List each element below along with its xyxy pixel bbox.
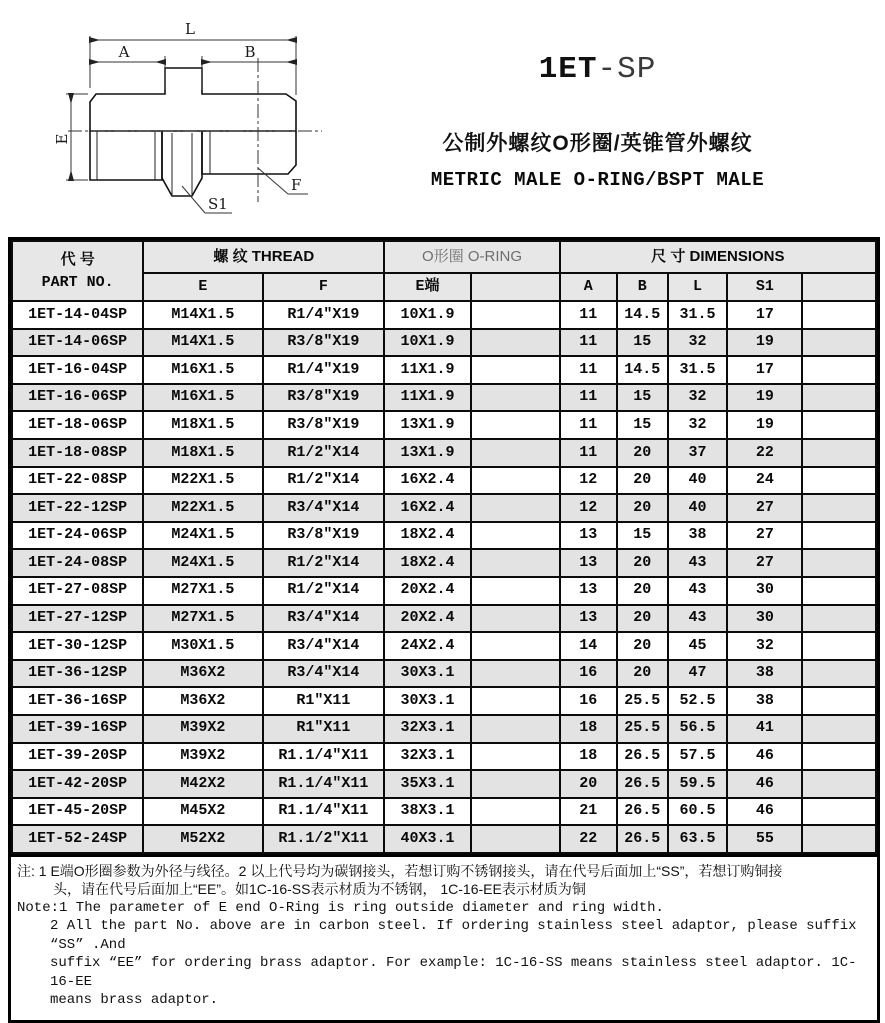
cell-dim-s1: 17 — [727, 301, 802, 329]
header-col-b: B — [617, 273, 668, 301]
dim-label-A: A — [118, 43, 130, 61]
title-block — [340, 52, 885, 191]
dim-label-E: E — [53, 133, 71, 145]
header-col-l: L — [668, 273, 728, 301]
table-row — [12, 743, 876, 771]
cell-thread-e: M24X1.5 — [143, 522, 262, 550]
cell-oring-empty — [471, 467, 560, 495]
cell-dim-l: 45 — [668, 632, 728, 660]
cell-thread-f: R3/8″X19 — [263, 329, 385, 357]
cell-part-no: 1ET-52-24SP — [12, 825, 143, 853]
cell-empty — [802, 715, 876, 743]
cell-dim-l: 47 — [668, 660, 728, 688]
cell-dim-b: 26.5 — [617, 798, 668, 826]
cell-part-no: 1ET-22-08SP — [12, 467, 143, 495]
cell-oring-e-end: 38X3.1 — [384, 798, 470, 826]
subtitle-chinese: 公制外螺纹O形圈/英锥管外螺纹 — [442, 132, 753, 155]
cell-oring-e-end: 32X3.1 — [384, 715, 470, 743]
note-en-line3: suffix “EE” for ordering brass adaptor. For example: 1C-16-SS means stainless steel adaptor. 1C-16-EE — [50, 955, 857, 990]
cell-dim-l: 63.5 — [668, 825, 728, 853]
cell-dim-a: 11 — [560, 411, 617, 439]
note-cn-line2: 头，请在代号后面加上“EE”。如1C-16-SS表示材质为不锈钢， 1C-16-EE表示材质为铜 — [53, 881, 586, 898]
cell-thread-f: R1″X11 — [263, 687, 385, 715]
cell-dim-b: 15 — [617, 329, 668, 357]
cell-empty — [802, 798, 876, 826]
cell-dim-a: 22 — [560, 825, 617, 853]
cell-dim-s1: 46 — [727, 770, 802, 798]
cell-dim-b: 14.5 — [617, 301, 668, 329]
cell-dim-b: 20 — [617, 549, 668, 577]
cell-part-no: 1ET-27-12SP — [12, 605, 143, 633]
parts-table — [11, 240, 877, 854]
cell-thread-e: M39X2 — [143, 715, 262, 743]
cell-empty — [802, 384, 876, 412]
cell-oring-empty — [471, 577, 560, 605]
cell-thread-e: M36X2 — [143, 660, 262, 688]
note-cn-line1: 注: 1 E端O形圈参数为外径与线径。2 以上代号均为碳钢接头，若想订购不锈钢接头，请在代号后面加上“SS”，若想订购铜接 — [17, 862, 783, 879]
cell-oring-empty — [471, 825, 560, 853]
cell-thread-e: M18X1.5 — [143, 439, 262, 467]
cell-thread-e: M18X1.5 — [143, 411, 262, 439]
cell-thread-f: R3/4″X14 — [263, 605, 385, 633]
cell-dim-b: 26.5 — [617, 825, 668, 853]
cell-empty — [802, 301, 876, 329]
cell-empty — [802, 549, 876, 577]
cell-thread-f: R1/2″X14 — [263, 549, 385, 577]
cell-part-no: 1ET-27-08SP — [12, 577, 143, 605]
cell-oring-e-end: 20X2.4 — [384, 577, 470, 605]
page-header — [0, 0, 885, 228]
table-header — [12, 241, 876, 301]
dim-label-F: F — [291, 176, 302, 194]
cell-part-no: 1ET-42-20SP — [12, 770, 143, 798]
cell-part-no: 1ET-22-12SP — [12, 494, 143, 522]
notes-block — [11, 854, 877, 1020]
cell-empty — [802, 494, 876, 522]
cell-empty — [802, 605, 876, 633]
page-title — [340, 52, 855, 87]
cell-oring-e-end: 10X1.9 — [384, 329, 470, 357]
cell-dim-l: 40 — [668, 494, 728, 522]
cell-thread-e: M24X1.5 — [143, 549, 262, 577]
table-row — [12, 798, 876, 826]
cell-thread-e: M14X1.5 — [143, 329, 262, 357]
cell-thread-f: R3/4″X14 — [263, 660, 385, 688]
cell-dim-b: 15 — [617, 522, 668, 550]
cell-thread-e: M42X2 — [143, 770, 262, 798]
note-en-line1: Note:1 The parameter of E end O-Ring is ring outside diameter and ring width. — [17, 899, 664, 916]
dim-label-B: B — [244, 43, 256, 61]
cell-oring-e-end: 40X3.1 — [384, 825, 470, 853]
header-oring-group: O形圈 O-RING — [384, 241, 559, 273]
cell-thread-f: R3/4″X14 — [263, 494, 385, 522]
table-row — [12, 577, 876, 605]
dim-label-S1: S1 — [208, 195, 228, 213]
technical-drawing — [50, 6, 340, 229]
table-row — [12, 605, 876, 633]
cell-part-no: 1ET-30-12SP — [12, 632, 143, 660]
cell-dim-a: 16 — [560, 687, 617, 715]
cell-dim-a: 18 — [560, 715, 617, 743]
cell-oring-empty — [471, 715, 560, 743]
cell-dim-a: 11 — [560, 384, 617, 412]
cell-oring-e-end: 13X1.9 — [384, 411, 470, 439]
cell-dim-s1: 17 — [727, 356, 802, 384]
cell-dim-b: 20 — [617, 632, 668, 660]
cell-part-no: 1ET-39-20SP — [12, 743, 143, 771]
cell-oring-empty — [471, 549, 560, 577]
table-row — [12, 770, 876, 798]
cell-thread-f: R3/4″X14 — [263, 632, 385, 660]
cell-oring-empty — [471, 439, 560, 467]
cell-oring-empty — [471, 743, 560, 771]
cell-part-no: 1ET-18-06SP — [12, 411, 143, 439]
cell-part-no: 1ET-45-20SP — [12, 798, 143, 826]
header-col-e: E — [143, 273, 262, 301]
cell-dim-s1: 38 — [727, 687, 802, 715]
cell-dim-b: 15 — [617, 384, 668, 412]
cell-thread-f: R3/8″X19 — [263, 522, 385, 550]
cell-thread-e: M16X1.5 — [143, 384, 262, 412]
cell-dim-s1: 19 — [727, 329, 802, 357]
cell-thread-f: R1.1/4″X11 — [263, 743, 385, 771]
cell-thread-e: M22X1.5 — [143, 494, 262, 522]
cell-oring-empty — [471, 301, 560, 329]
cell-dim-l: 31.5 — [668, 356, 728, 384]
cell-part-no: 1ET-18-08SP — [12, 439, 143, 467]
cell-oring-empty — [471, 329, 560, 357]
cell-empty — [802, 439, 876, 467]
header-part-no-en: PART NO. — [41, 274, 114, 291]
cell-thread-f: R1/2″X14 — [263, 467, 385, 495]
cell-dim-l: 32 — [668, 384, 728, 412]
table-row — [12, 494, 876, 522]
table-row — [12, 549, 876, 577]
cell-thread-f: R1/4″X19 — [263, 356, 385, 384]
cell-dim-b: 26.5 — [617, 770, 668, 798]
cell-thread-f: R1″X11 — [263, 715, 385, 743]
cell-oring-e-end: 35X3.1 — [384, 770, 470, 798]
table-body — [12, 301, 876, 853]
cell-dim-b: 25.5 — [617, 687, 668, 715]
header-col-a: A — [560, 273, 617, 301]
cell-dim-b: 20 — [617, 577, 668, 605]
cell-oring-empty — [471, 384, 560, 412]
cell-dim-s1: 27 — [727, 522, 802, 550]
cell-oring-empty — [471, 632, 560, 660]
cell-oring-e-end: 16X2.4 — [384, 467, 470, 495]
cell-dim-a: 21 — [560, 798, 617, 826]
cell-thread-f: R1.1/4″X11 — [263, 770, 385, 798]
cell-thread-e: M39X2 — [143, 743, 262, 771]
cell-oring-e-end: 32X3.1 — [384, 743, 470, 771]
cell-dim-b: 20 — [617, 605, 668, 633]
cell-oring-e-end: 11X1.9 — [384, 356, 470, 384]
cell-dim-b: 20 — [617, 660, 668, 688]
cell-oring-empty — [471, 660, 560, 688]
cell-empty — [802, 467, 876, 495]
table-row — [12, 356, 876, 384]
cell-dim-l: 31.5 — [668, 301, 728, 329]
cell-oring-e-end: 16X2.4 — [384, 494, 470, 522]
cell-dim-b: 15 — [617, 411, 668, 439]
table-row — [12, 411, 876, 439]
header-col-f: F — [263, 273, 385, 301]
cell-dim-s1: 24 — [727, 467, 802, 495]
cell-oring-e-end: 10X1.9 — [384, 301, 470, 329]
cell-oring-e-end: 13X1.9 — [384, 439, 470, 467]
cell-dim-l: 38 — [668, 522, 728, 550]
parts-table-sheet — [8, 237, 880, 1023]
cell-oring-e-end: 30X3.1 — [384, 687, 470, 715]
header-col-s1: S1 — [727, 273, 802, 301]
fitting-section-drawing — [50, 6, 340, 224]
cell-dim-s1: 55 — [727, 825, 802, 853]
cell-oring-empty — [471, 411, 560, 439]
table-row — [12, 825, 876, 853]
cell-part-no: 1ET-14-04SP — [12, 301, 143, 329]
cell-dim-s1: 27 — [727, 494, 802, 522]
cell-dim-s1: 46 — [727, 798, 802, 826]
series-code-bold: 1ET — [538, 52, 598, 87]
header-part-no-cn: 代 号 — [60, 250, 95, 268]
cell-oring-e-end: 20X2.4 — [384, 605, 470, 633]
cell-dim-s1: 19 — [727, 384, 802, 412]
table-row — [12, 715, 876, 743]
note-en-line4: means brass adaptor. — [50, 992, 219, 1009]
cell-thread-f: R1/2″X14 — [263, 577, 385, 605]
header-col-oring-empty — [471, 273, 560, 301]
cell-thread-e: M36X2 — [143, 687, 262, 715]
table-row — [12, 632, 876, 660]
cell-part-no: 1ET-36-12SP — [12, 660, 143, 688]
cell-part-no: 1ET-14-06SP — [12, 329, 143, 357]
cell-empty — [802, 632, 876, 660]
header-thread-group: 螺 纹 THREAD — [143, 241, 384, 273]
cell-empty — [802, 356, 876, 384]
cell-dim-s1: 30 — [727, 577, 802, 605]
cell-oring-empty — [471, 494, 560, 522]
cell-dim-l: 43 — [668, 605, 728, 633]
cell-dim-a: 12 — [560, 494, 617, 522]
cell-oring-e-end: 18X2.4 — [384, 549, 470, 577]
cell-oring-empty — [471, 522, 560, 550]
cell-thread-f: R3/8″X19 — [263, 411, 385, 439]
cell-dim-s1: 30 — [727, 605, 802, 633]
cell-oring-empty — [471, 605, 560, 633]
cell-part-no: 1ET-16-06SP — [12, 384, 143, 412]
table-row — [12, 467, 876, 495]
cell-oring-empty — [471, 356, 560, 384]
cell-thread-e: M30X1.5 — [143, 632, 262, 660]
cell-dim-l: 57.5 — [668, 743, 728, 771]
cell-thread-e: M16X1.5 — [143, 356, 262, 384]
cell-part-no: 1ET-39-16SP — [12, 715, 143, 743]
cell-thread-f: R1/4″X19 — [263, 301, 385, 329]
cell-dim-a: 18 — [560, 743, 617, 771]
cell-dim-s1: 27 — [727, 549, 802, 577]
cell-oring-empty — [471, 798, 560, 826]
series-code-suffix: -SP — [597, 52, 657, 87]
cell-oring-e-end: 24X2.4 — [384, 632, 470, 660]
cell-oring-e-end: 30X3.1 — [384, 660, 470, 688]
cell-oring-e-end: 11X1.9 — [384, 384, 470, 412]
cell-dim-a: 20 — [560, 770, 617, 798]
cell-dim-b: 20 — [617, 467, 668, 495]
cell-dim-s1: 32 — [727, 632, 802, 660]
cell-dim-a: 13 — [560, 577, 617, 605]
section-hatch — [90, 68, 296, 131]
dim-label-L: L — [185, 20, 195, 38]
cell-thread-f: R1/2″X14 — [263, 439, 385, 467]
table-row — [12, 384, 876, 412]
cell-dim-b: 20 — [617, 494, 668, 522]
cell-dim-a: 13 — [560, 605, 617, 633]
subtitle-english: METRIC MALE O-RING/BSPT MALE — [430, 169, 765, 191]
cell-thread-e: M52X2 — [143, 825, 262, 853]
cell-thread-f: R1.1/2″X11 — [263, 825, 385, 853]
cell-dim-s1: 38 — [727, 660, 802, 688]
table-row — [12, 687, 876, 715]
cell-dim-l: 59.5 — [668, 770, 728, 798]
cell-dim-s1: 22 — [727, 439, 802, 467]
cell-part-no: 1ET-24-08SP — [12, 549, 143, 577]
cell-oring-empty — [471, 687, 560, 715]
cell-dim-a: 11 — [560, 329, 617, 357]
cell-part-no: 1ET-24-06SP — [12, 522, 143, 550]
table-row — [12, 660, 876, 688]
cell-dim-l: 43 — [668, 549, 728, 577]
table-row — [12, 301, 876, 329]
header-part-no — [12, 241, 143, 301]
table-row — [12, 439, 876, 467]
cell-empty — [802, 522, 876, 550]
cell-empty — [802, 743, 876, 771]
cell-empty — [802, 329, 876, 357]
cell-thread-e: M27X1.5 — [143, 605, 262, 633]
cell-dim-a: 13 — [560, 549, 617, 577]
cell-dim-a: 11 — [560, 439, 617, 467]
cell-dim-l: 40 — [668, 467, 728, 495]
table-row — [12, 522, 876, 550]
cell-thread-f: R3/8″X19 — [263, 384, 385, 412]
header-col-empty — [802, 273, 876, 301]
cell-dim-a: 13 — [560, 522, 617, 550]
cell-dim-l: 37 — [668, 439, 728, 467]
cell-empty — [802, 660, 876, 688]
cell-dim-a: 14 — [560, 632, 617, 660]
cell-dim-l: 32 — [668, 411, 728, 439]
header-dimensions-group: 尺 寸 DIMENSIONS — [560, 241, 876, 273]
cell-dim-a: 16 — [560, 660, 617, 688]
cell-dim-l: 32 — [668, 329, 728, 357]
cell-empty — [802, 825, 876, 853]
cell-empty — [802, 770, 876, 798]
header-col-e-end: E端 — [384, 273, 470, 301]
cell-dim-l: 60.5 — [668, 798, 728, 826]
cell-dim-b: 20 — [617, 439, 668, 467]
cell-thread-e: M27X1.5 — [143, 577, 262, 605]
cell-dim-l: 43 — [668, 577, 728, 605]
cell-oring-e-end: 18X2.4 — [384, 522, 470, 550]
cell-dim-s1: 46 — [727, 743, 802, 771]
cell-dim-s1: 19 — [727, 411, 802, 439]
cell-part-no: 1ET-16-04SP — [12, 356, 143, 384]
cell-dim-a: 11 — [560, 301, 617, 329]
cell-empty — [802, 411, 876, 439]
cell-dim-b: 25.5 — [617, 715, 668, 743]
cell-empty — [802, 687, 876, 715]
cell-dim-b: 26.5 — [617, 743, 668, 771]
cell-thread-f: R1.1/4″X11 — [263, 798, 385, 826]
cell-dim-b: 14.5 — [617, 356, 668, 384]
cell-dim-l: 52.5 — [668, 687, 728, 715]
table-row — [12, 329, 876, 357]
cell-oring-empty — [471, 770, 560, 798]
cell-thread-e: M14X1.5 — [143, 301, 262, 329]
cell-empty — [802, 577, 876, 605]
cell-thread-e: M22X1.5 — [143, 467, 262, 495]
cell-dim-a: 12 — [560, 467, 617, 495]
cell-dim-a: 11 — [560, 356, 617, 384]
cell-thread-e: M45X2 — [143, 798, 262, 826]
cell-part-no: 1ET-36-16SP — [12, 687, 143, 715]
cell-dim-s1: 41 — [727, 715, 802, 743]
cell-dim-l: 56.5 — [668, 715, 728, 743]
note-en-line2: 2 All the part No. above are in carbon steel. If ordering stainless steel adaptor, please suffix “SS” .And — [50, 918, 857, 953]
